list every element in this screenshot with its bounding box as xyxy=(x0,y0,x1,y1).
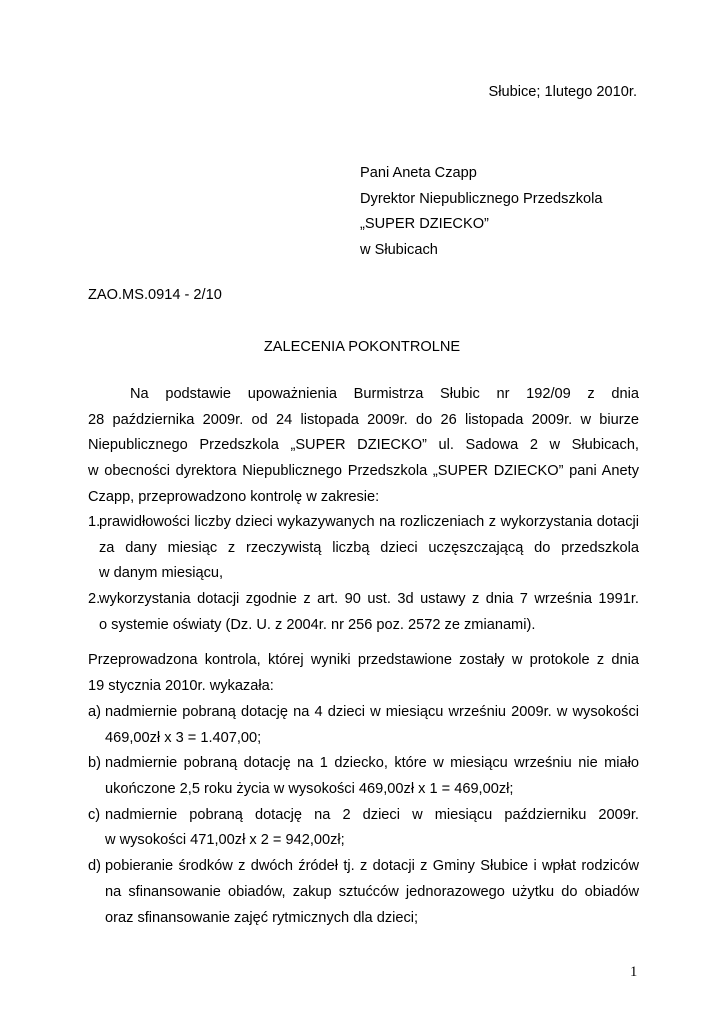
addressee-line: w Słubicach xyxy=(360,242,438,259)
place-date: Słubice; 1lutego 2010r. xyxy=(488,84,637,100)
list-marker: 2. xyxy=(88,591,101,608)
findings-list xyxy=(88,700,639,931)
list-item-line: na sfinansowanie obiadów, zakup sztućców jednorazowego użytku do obiadów xyxy=(105,883,639,900)
list-marker: b) xyxy=(88,755,101,772)
list-marker: c) xyxy=(88,806,101,823)
list-item xyxy=(88,510,639,587)
paragraph-line: 28 października 2009r. od 24 listopada 2009r. do 26 listopada 2009r. w biurze xyxy=(88,411,639,428)
list-item-line: nadmiernie pobraną dotację na 4 dzieci w miesiącu wrześniu 2009r. w wysokości xyxy=(105,704,639,720)
list-item xyxy=(88,700,639,751)
list-marker: a) xyxy=(88,704,101,720)
paragraph-line: 19 stycznia 2010r. wykazała: xyxy=(88,677,274,694)
list-item xyxy=(88,854,639,931)
addressee-line: Pani Aneta Czapp xyxy=(360,165,477,181)
findings-intro xyxy=(88,648,639,699)
list-item-line: prawidłowości liczby dzieci wykazywanych na rozliczeniach z wykorzystania dotacji xyxy=(99,514,639,530)
list-item xyxy=(88,751,639,802)
paragraph-line: w obecności dyrektora Niepublicznego Przedszkola „SUPER DZIECKO” pani Anety xyxy=(88,463,639,480)
paragraph-line: Czapp, przeprowadzono kontrolę w zakresie: xyxy=(88,488,380,505)
list-item-line: za dany miesiąc z rzeczywistą liczbą dzieci uczęszczającą do przedszkola xyxy=(99,539,639,556)
paragraph-line: Przeprowadzona kontrola, której wyniki przedstawione zostały w protokole z dnia xyxy=(88,652,639,668)
scope-list xyxy=(88,510,639,638)
intro-paragraph xyxy=(88,382,639,510)
list-item-line: w danym miesiącu, xyxy=(99,565,224,582)
list-item-line: nadmiernie pobraną dotację na 1 dziecko, które w miesiącu wrześniu nie miało xyxy=(105,755,639,772)
addressee-line: „SUPER DZIECKO” xyxy=(360,216,489,233)
list-item-line: nadmiernie pobraną dotację na 2 dzieci w miesiącu październiku 2009r. xyxy=(105,806,639,823)
list-item-line: 469,00zł x 3 = 1.407,00; xyxy=(105,729,262,746)
list-marker: 1. xyxy=(88,514,101,530)
paragraph-line: Na podstawie upoważnienia Burmistrza Słubic nr 192/09 z dnia xyxy=(130,386,639,402)
list-item-line: w wysokości 471,00zł x 2 = 942,00zł; xyxy=(105,832,345,849)
reference-number: ZAO.MS.0914 - 2/10 xyxy=(88,287,222,303)
list-item xyxy=(88,803,639,854)
list-item-line: oraz sfinansowanie zajęć rytmicznych dla dzieci; xyxy=(105,909,419,926)
list-item xyxy=(88,587,639,638)
page-number: 1 xyxy=(630,964,638,980)
document-title: ZALECENIA POKONTROLNE xyxy=(263,339,461,355)
addressee-block xyxy=(360,161,603,264)
list-item-line: ukończone 2,5 roku życia w wysokości 469,00zł x 1 = 469,00zł; xyxy=(105,781,514,798)
list-marker: d) xyxy=(88,858,101,875)
list-item-line: o systemie oświaty (Dz. U. z 2004r. nr 256 poz. 2572 ze zmianami). xyxy=(99,616,536,633)
list-item-line: pobieranie środków z dwóch źródeł tj. z dotacji z Gminy Słubice i wpłat rodziców xyxy=(105,858,639,875)
addressee-line: Dyrektor Niepublicznego Przedszkola xyxy=(360,190,603,207)
list-item-line: wykorzystania dotacji zgodnie z art. 90 ust. 3d ustawy z dnia 7 września 1991r. xyxy=(99,591,639,608)
paragraph-line: Niepublicznego Przedszkola „SUPER DZIECKO” ul. Sadowa 2 w Słubicach, xyxy=(88,437,639,454)
